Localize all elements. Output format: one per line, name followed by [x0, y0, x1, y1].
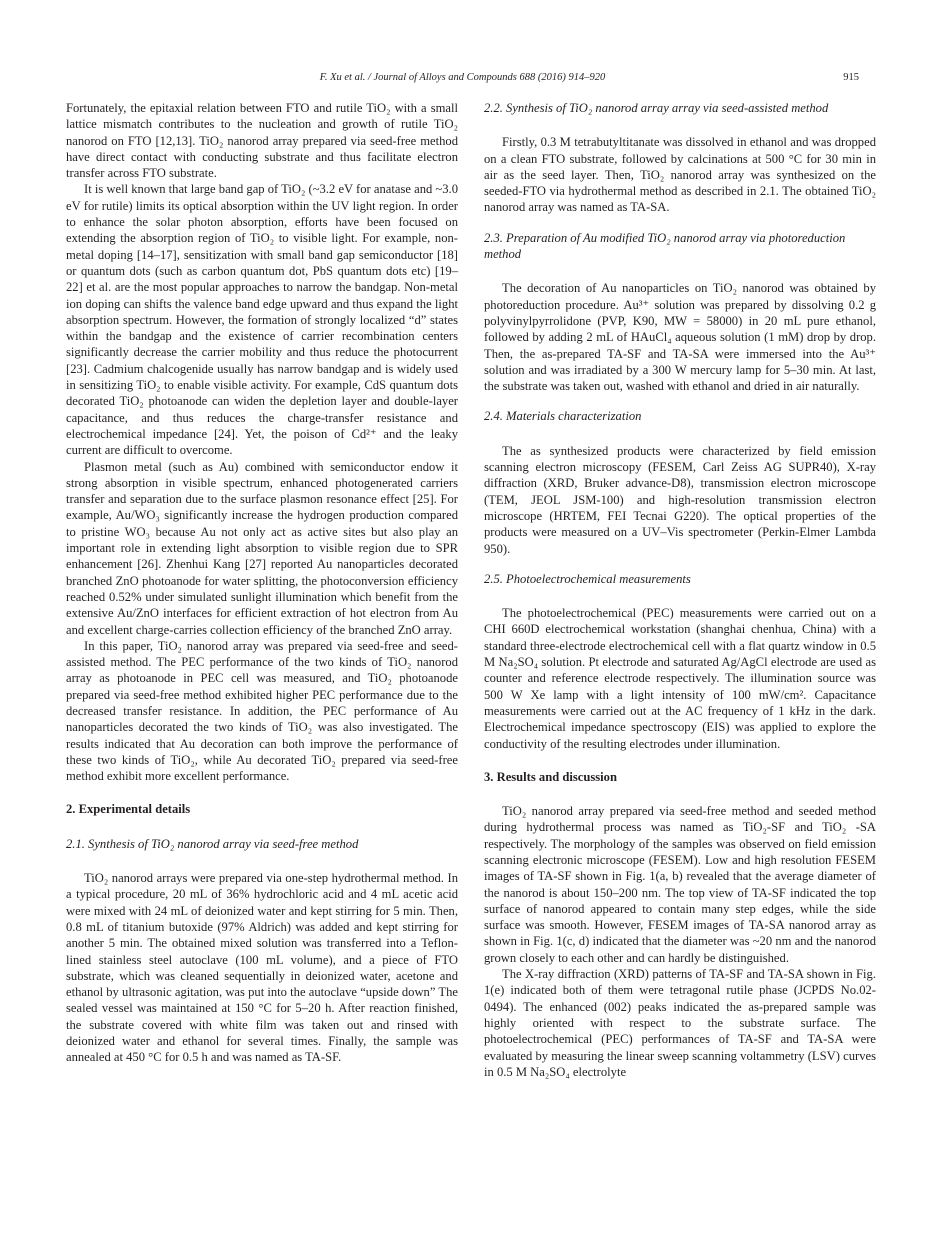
subsection-heading: 2.2. Synthesis of TiO₂ nanorod array array via seed-assisted method	[484, 101, 829, 115]
left-column	[66, 100, 458, 1066]
paragraph: The photoelectrochemical (PEC) measurements were carried out on a CHI 660D electrochemical workstation (shanghai chenhua, China) with a standard three-electrode electrochemical cell with a flat quartz window in 0.5 M Na₂SO₄ solution. Pt electrode and saturated Ag/AgCl electrode are used as counter and reference electrode respectively. The illumination source was 500 W Xe lamp with a light intensity of 100 mW/cm². Capacitance measurements were carried out at the AC frequency of 1 kHz in the dark. Electrochemical impedance spectroscopy (EIS) was applied to explore the conductivity of the resulting electrodes under illumination.	[484, 606, 876, 751]
subsection-heading: 2.4. Materials characterization	[484, 409, 642, 424]
paragraph: TiO₂ nanorod arrays were prepared via one-step hydrothermal method. In a typical procedure, 20 mL of 36% hydrochloric acid and 4 mL acetic acid were mixed with 24 mL of deionized water and kept stirring for 5 min. Then, 0.8 mL of titanium butoxide (97% Aldrich) was added and kept stirring for another 5 min. The obtained mixed solution was transferred into a Teflon-lined stainless steel autoclave (100 mL volume), and a piece of FTO substrate, which was cleaned sequentially in deionized water, acetone and ethanol by ultrasonic agitation, was put into the autoclave “upside down” The sealed vessel was maintained at 150 °C for 5–20 h. After reaction finished, the substrate covered with white film was taken out and rinsed with deionized water and ethanol for several times. Finally, the sample was annealed at 450 °C for 0.5 h and was named as TA-SF.	[66, 871, 458, 1065]
subsection-heading: 2.3. Preparation of Au modified TiO₂ nanorod array via photoreduction method	[484, 230, 846, 262]
page-number: 915	[843, 72, 859, 83]
subsection-heading: 2.5. Photoelectrochemical measurements	[484, 571, 691, 586]
paragraph: It is well known that large band gap of TiO₂ (~3.2 eV for anatase and ~3.0 eV for rutile) limits its optical absorption within the UV light region. In order to enhance the solar photon absorption, efforts have been focused on extending the absorption region of TiO₂ to visible light. For example, non-metal doping [14–17], sensitization with small band gap semiconductor [18] or quantum dots (such as carbon quantum dot, PbS quantum dots etc) [19–22] et al. are the most popular approaches to narrow the bandgap. Non-metal ion doping can shifts the valence band edge upward and thus expand the light absorption spectrum. However, the formation of strongly localized “d” states within the bandgap and the existence of carrier recombination centers significantly decrease the carrier mobility and thus reduce the photocurrent [23]. Cadmium chalcogenide usually has narrow bandgap and is widely used in sensitizing TiO₂ to enable visible activity. For example, CdS quantum dots decorated TiO₂ photoanode can widen the depletion layer and double-layer capacitance, and thus reduces the charge-transfer resistance and electrochemical impedance [24]. Yet, the poison of Cd²⁺ and the leaky current are difficult to overcome.	[66, 182, 458, 458]
paragraph: The as synthesized products were characterized by field emission scanning electron microscopy (FESEM, Carl Zeiss AG SUPR40), X-ray diffraction (XRD, Bruker advance-D8), transmission electron microscope (TEM, JEOL JSM-100) and high-resolution transmission electron microscope (HRTEM, FEI Tecnai G220). The optical properties of the products were measured on a UV–Vis spectrometer (Perkin-Elmer Lambda 950).	[484, 443, 876, 556]
paragraph: The decoration of Au nanoparticles on TiO₂ nanorod was obtained by photoreduction procedure. Au³⁺ solution was prepared by dissolving 0.2 g polyvinylpyrrolidone (PVP, K90, MW = 58000) in 20 mL pure ethanol, followed by adding 2 mL of HAuCl₄ aqueous solution (1 mM) drop by drop. Then, the as-prepared TA-SF and TA-SA were immersed into the Au³⁺ solution and was irradiated by a 300 W mercury lamp for 5–30 min. At last, the substrate was taken out, washed with ethanol and dried in air naturally.	[484, 281, 876, 394]
subsection-heading: 2.1. Synthesis of TiO₂ nanorod array via seed-free method	[66, 836, 359, 851]
paragraph: The X-ray diffraction (XRD) patterns of TA-SF and TA-SA shown in Fig. 1(e) indicated both of them were tetragonal rutile phase (JCPDS No.02-0494). The enhanced (002) peaks indicated the as-prepared sample was highly oriented with respect to the substrate surface. The photoelectrochemical (PEC) performances of TA-SF and TA-SA were evaluated by measuring the linear sweep scanning voltammetry (LSV) curves in 0.5 M Na₂SO₄ electrolyte	[484, 967, 876, 1079]
paragraph: Plasmon metal (such as Au) combined with semiconductor endow it strong absorption in visible spectrum, enhanced photogenerated carriers transfer and separation due to the surface plasmon resonance effect [25]. For example, Au/WO₃ significantly increase the hydrogen production compared to pristine WO₃ because Au not only act as active sites but also play an important role in extending light absorption to visible region due to SPR enhancement [26]. Zhenhui Kang [27] reported Au nanoparticles decorated branched ZnO photoanode for water splitting, the photoconversion efficiency reached 0.52% under simulated sunlight illumination which benefit from the extensive Au/ZnO interfaces for efficient extraction of hot electron from Au and excellent charge-carries collection efficiency of the branched ZnO array.	[66, 459, 458, 637]
paragraph: TiO₂ nanorod array prepared via seed-free method and seeded method during hydrothermal process was named as TiO₂-SF and TiO₂ -SA respectively. The morphology of the samples was observed on field emission scanning electronic microscope (FESEM). Low and high resolution FESEM images of TA-SF shown in Fig. 1(a, b) revealed that the average diameter of the nanorod is about 150–200 nm. The top view of TA-SF indicated the top surface of nanorod appeared to contain many step edges, while the side surface was smooth. However, FESEM images of TA-SA nanorod array as shown in Fig. 1(c, d) indicated that the diameter was ~20 nm and the nanorod grown closely to each other and can hardly be distinguished.	[484, 804, 876, 965]
running-head	[66, 72, 859, 88]
section-heading: 3. Results and discussion	[484, 769, 617, 784]
journal-citation: F. Xu et al. / Journal of Alloys and Compounds 688 (2016) 914–920	[319, 72, 606, 83]
paragraph: Fortunately, the epitaxial relation between FTO and rutile TiO₂ with a small lattice mismatch contributes to the nucleation and growth of rutile TiO₂ nanorod on FTO [12,13]. TiO₂ nanorod array prepared via seed-free method have direct contact with conducting substrate and thus facilitate electron transfer across FTO substrate.	[66, 101, 458, 181]
section-heading: 2. Experimental details	[66, 802, 191, 817]
paragraph: In this paper, TiO₂ nanorod array was prepared via seed-free and seed-assisted method. The PEC performance of the two kinds of TiO₂ nanorod array as photoanode in PEC cell was measured, and TiO₂ photoanode prepared via seed-free method exhibited higher PEC performance due to the decreased transfer resistance. In addition, the PEC performance of Au nanoparticles decorated the two kinds of TiO₂ was also investigated. The results indicated that Au decoration can both improve the performance of these two kinds of TiO₂, while Au decorated TiO₂ prepared via seed-free method exhibit more excellent performance.	[66, 638, 458, 784]
right-column	[484, 100, 876, 1080]
paragraph: Firstly, 0.3 M tetrabutyltitanate was dissolved in ethanol and was dropped on a clean FTO substrate, followed by calcinations at 500 °C for 30 min in air as the seed layer. Then, TiO₂ nanorod array was synthesized on the seeded-FTO via hydrothermal method as described in 2.1. The obtained TiO₂ nanorod array was named as TA-SA.	[484, 135, 876, 215]
